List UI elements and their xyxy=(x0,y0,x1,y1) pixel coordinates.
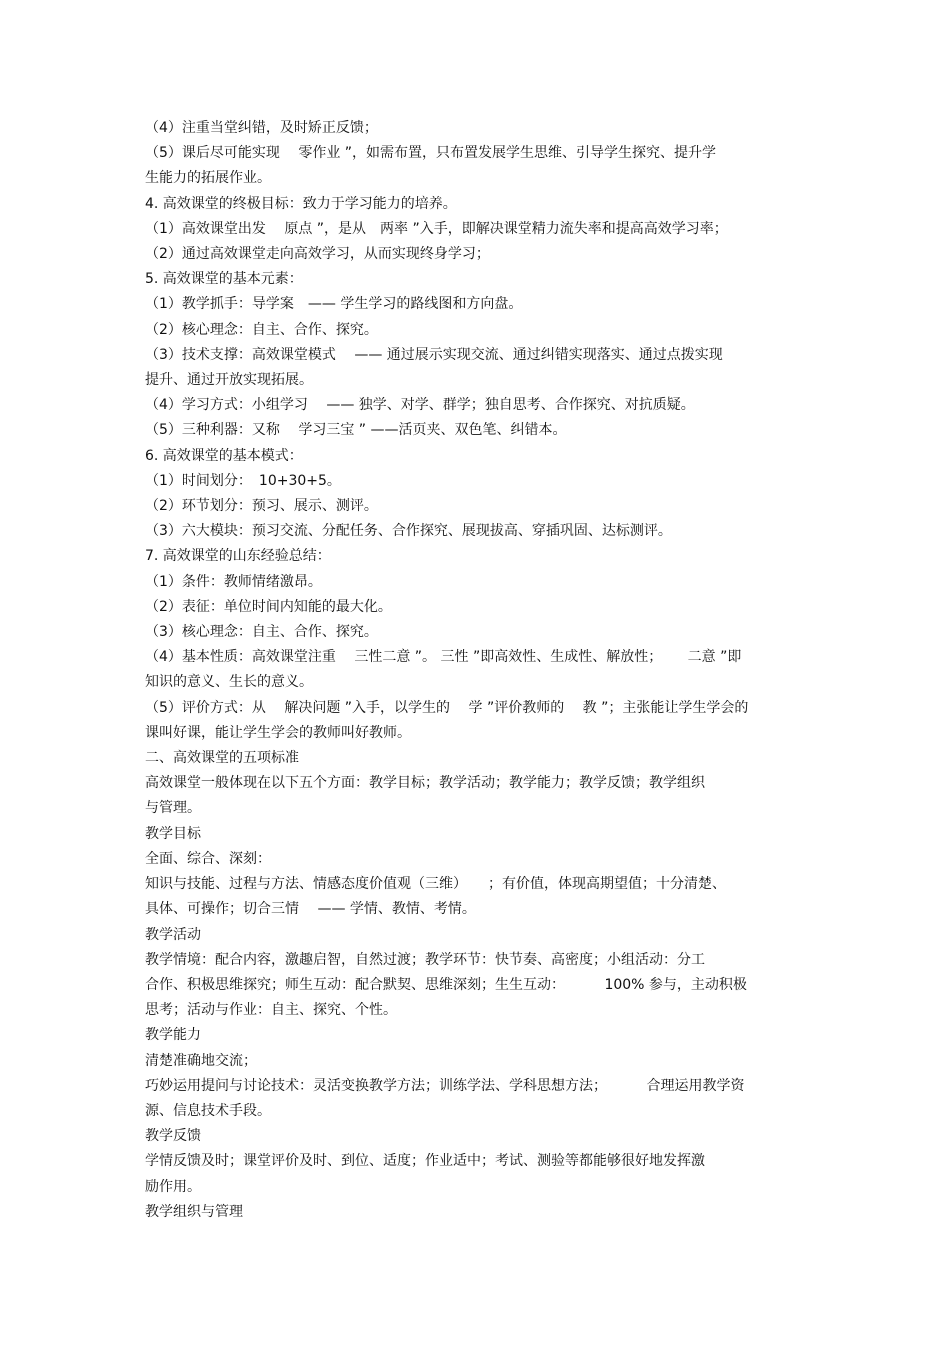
text-line: 学情反馈及时；课堂评价及时、到位、适度；作业适中；考试、测验等都能够很好地发挥激 xyxy=(145,1153,705,1170)
text-line: 生能力的拓展作业。 xyxy=(145,170,271,187)
text-line: （4）基本性质：高效课堂注重 三性二意 ”。 三性 ”即高效性、生成性、解放性； 二意 ”即 xyxy=(145,649,742,666)
document-body xyxy=(145,116,825,1225)
text-line: （2）表征：单位时间内知能的最大化。 xyxy=(145,598,392,615)
section-heading: 7. 高效课堂的山东经验总结： xyxy=(145,548,331,565)
section-heading: 5. 高效课堂的基本元素： xyxy=(145,271,303,288)
text-line: （5）三种利器：又称 学习三宝 ” ——活页夹、双色笔、纠错本。 xyxy=(145,422,567,439)
subsection-heading: 教学活动 xyxy=(145,926,201,943)
section-heading: 二、高效课堂的五项标准 xyxy=(145,750,299,767)
text-line: 与管理。 xyxy=(145,800,201,817)
subsection-heading: 教学能力 xyxy=(145,1027,201,1044)
section-heading: 6. 高效课堂的基本模式： xyxy=(145,447,303,464)
text-line: （1）时间划分： 10+30+5。 xyxy=(145,472,341,489)
text-line: 具体、可操作；切合三情 —— 学情、教情、考情。 xyxy=(145,901,476,918)
text-line: 知识的意义、生长的意义。 xyxy=(145,674,313,691)
text-line: 励作用。 xyxy=(145,1178,201,1195)
subsection-heading: 教学目标 xyxy=(145,825,201,842)
text-line: 全面、综合、深刻： xyxy=(145,850,271,867)
text-line: 思考；活动与作业：自主、探究、个性。 xyxy=(145,1002,397,1019)
text-line: 清楚准确地交流； xyxy=(145,1052,257,1069)
text-line: 巧妙运用提问与讨论技术：灵活变换教学方法；训练学法、学科思想方法； 合理运用教学资 xyxy=(145,1077,745,1094)
text-line: （2）核心理念：自主、合作、探究。 xyxy=(145,321,378,338)
text-line: 知识与技能、过程与方法、情感态度价值观（三维） ；有价值，体现高期望值；十分清楚、 xyxy=(145,876,726,893)
text-line: 课叫好课，能让学生学会的教师叫好教师。 xyxy=(145,724,411,741)
text-line: 提升、通过开放实现拓展。 xyxy=(145,372,313,389)
text-line: 合作、积极思维探究；师生互动：配合默契、思维深刻；生生互动： 100% 参与，主动积极 xyxy=(145,976,747,993)
text-line: （5）课后尽可能实现 零作业 ”，如需布置，只布置发展学生思维、引导学生探究、提升学 xyxy=(145,145,717,162)
text-line: （2）通过高效课堂走向高效学习，从而实现终身学习； xyxy=(145,246,490,263)
text-line: （1）高效课堂出发 原点 ”，是从 两率 ”入手，即解决课堂精力流失率和提高高效学习率； xyxy=(145,220,728,237)
section-heading: 4. 高效课堂的终极目标：致力于学习能力的培养。 xyxy=(145,195,457,212)
text-line: （1）教学抓手：导学案 —— 学生学习的路线图和方向盘。 xyxy=(145,296,523,313)
text-line: 教学情境：配合内容，激趣启智，自然过渡；教学环节：快节奏、高密度；小组活动：分工 xyxy=(145,951,705,968)
subsection-heading: 教学反馈 xyxy=(145,1128,201,1145)
text-line: （2）环节划分：预习、展示、测评。 xyxy=(145,498,378,515)
text-line: 高效课堂一般体现在以下五个方面：教学目标；教学活动；教学能力；教学反馈；教学组织 xyxy=(145,775,705,792)
text-line: （3）技术支撑：高效课堂模式 —— 通过展示实现交流、通过纠错实现落实、通过点拨实现 xyxy=(145,346,723,363)
text-line: （3）六大模块：预习交流、分配任务、合作探究、展现拔高、穿插巩固、达标测评。 xyxy=(145,523,672,540)
text-line: （4）注重当堂纠错，及时矫正反馈； xyxy=(145,120,378,136)
text-line: （5）评价方式：从 解决问题 ”入手，以学生的 学 ”评价教师的 教 ”；主张能让学生学会的 xyxy=(145,699,749,716)
subsection-heading: 教学组织与管理 xyxy=(145,1203,243,1220)
text-line: （4）学习方式：小组学习 —— 独学、对学、群学；独自思考、合作探究、对抗质疑。 xyxy=(145,397,695,414)
text-line: 源、信息技术手段。 xyxy=(145,1102,271,1119)
text-line: （1）条件：教师情绪激昂。 xyxy=(145,573,322,590)
text-line: （3）核心理念：自主、合作、探究。 xyxy=(145,624,378,641)
